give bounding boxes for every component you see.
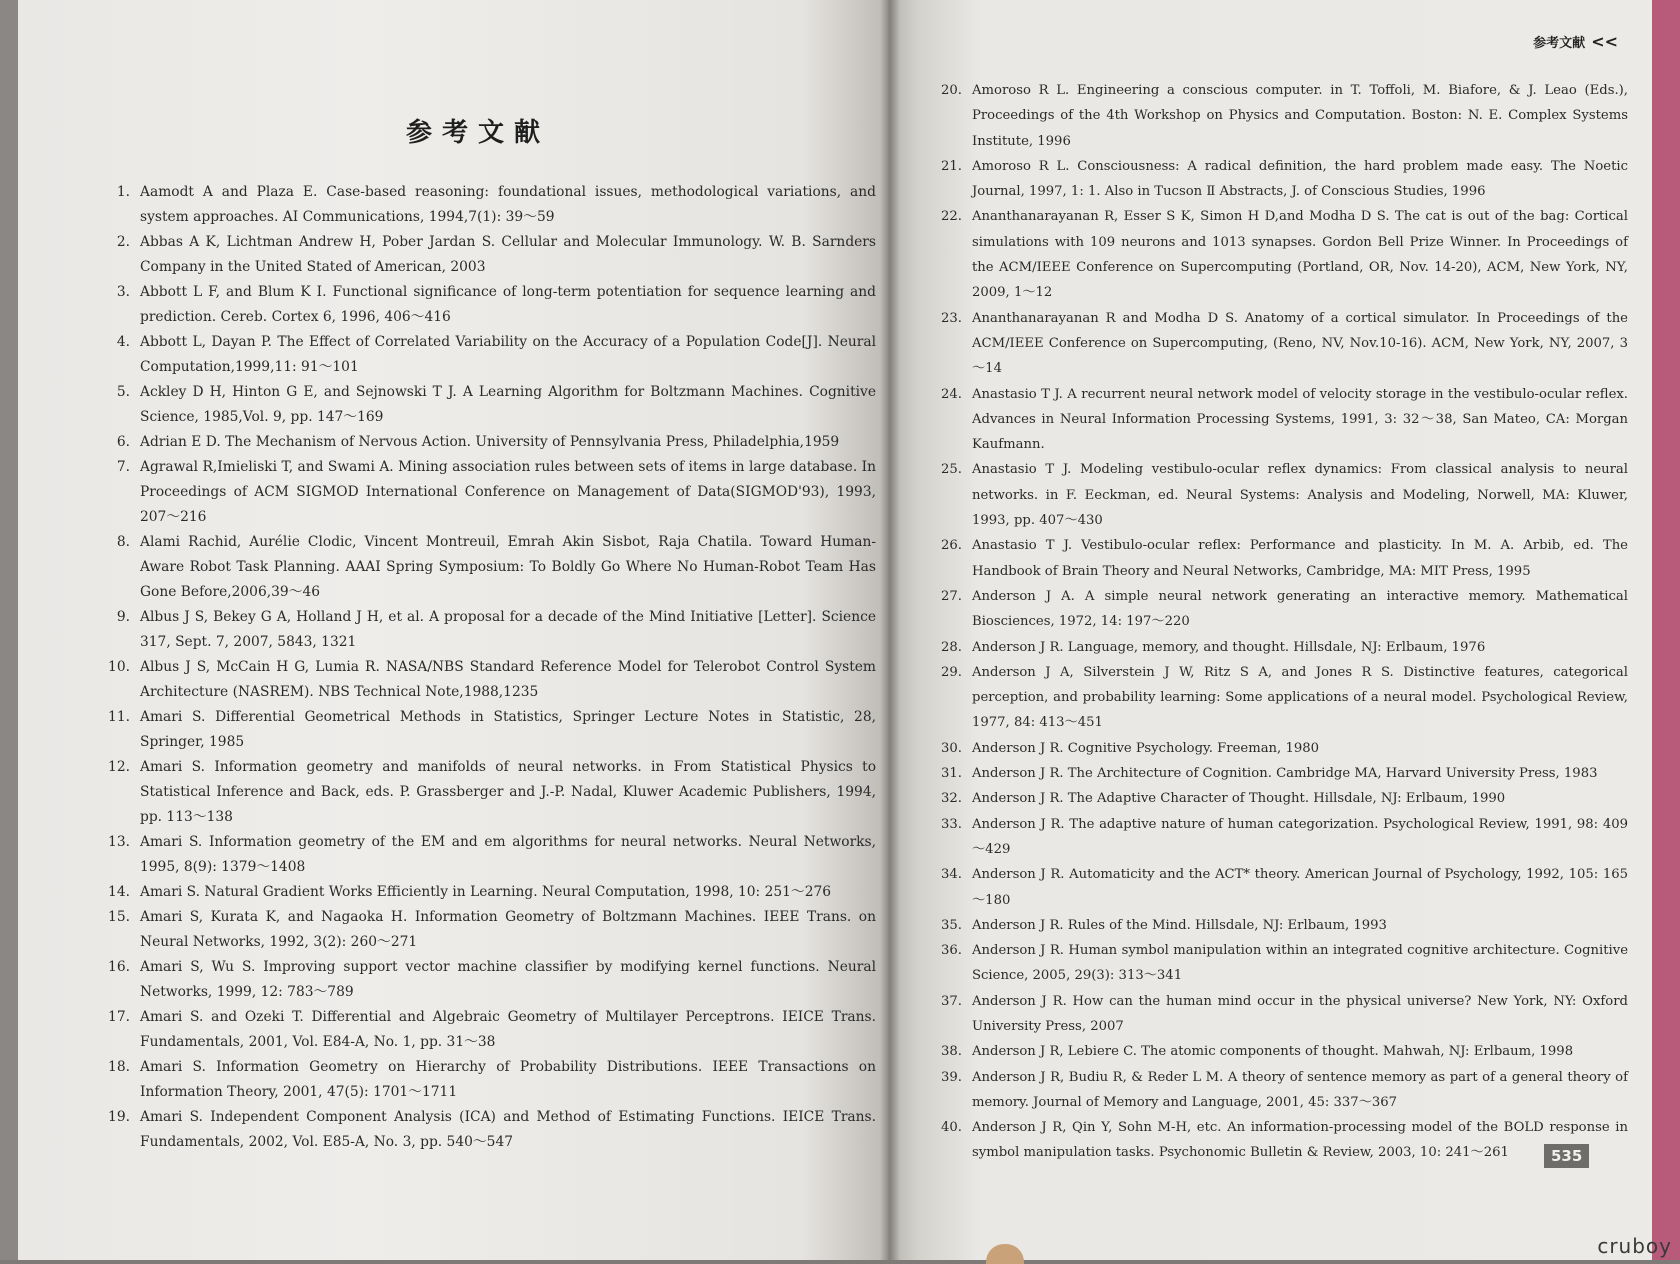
- reference-text: Anderson J A, Silverstein J W, Ritz S A, and Jones R S. Distinctive features, categorical perception, and probability learning: Some applications of a neural model. Psychological Review, 1977, 84: 413～451: [972, 664, 1628, 731]
- reference-item: [928, 786, 1628, 811]
- reference-number: 17.: [108, 1009, 130, 1025]
- reference-item: [96, 605, 876, 655]
- reference-number: 23.: [941, 310, 962, 326]
- reference-text: Amari S. Independent Component Analysis (ICA) and Method of Estimating Functions. IEICE Trans. Fundamentals, 2002, Vol. E85-A, No. 3, pp. 540～547: [140, 1109, 876, 1150]
- reference-item: [928, 584, 1628, 635]
- reference-text: Anderson J R. Automaticity and the ACT* theory. American Journal of Psychology, 1992, 105: 165～180: [972, 867, 1628, 908]
- left-page: [18, 0, 888, 1260]
- reference-number: 4.: [116, 334, 130, 350]
- reference-text: Amoroso R L. Consciousness: A radical definition, the hard problem made easy. The Noetic Journal, 1997, 1: 1. Also in Tucson Ⅱ Abstracts, J. of Conscious Studies, 1996: [972, 158, 1628, 200]
- reference-text: Ananthanarayanan R and Modha D S. Anatomy of a cortical simulator. In Proceedings of the ACM/IEEE Conference on Supercomputing, (Reno, NV, Nov.10-16). ACM, New York, NY, 2007, 3～14: [972, 310, 1628, 377]
- reference-number: 40.: [941, 1120, 962, 1136]
- reference-text: Anderson J R. The adaptive nature of human categorization. Psychological Review, 1991, 98: 409～429: [972, 816, 1628, 857]
- reference-text: Amoroso R L. Engineering a conscious computer. in T. Toffoli, M. Biafore, & J. Leao (Eds.), Proceedings of the 4th Workshop on Physics and Computation. Boston: N. E. Complex Systems Institute, 1996: [972, 83, 1628, 149]
- reference-item: [96, 705, 876, 755]
- reference-item: [96, 1105, 876, 1155]
- reference-item: [928, 660, 1628, 736]
- reference-text: Anderson J R. Rules of the Mind. Hillsdale, NJ: Erlbaum, 1993: [972, 917, 1387, 933]
- reference-text: Anderson J R. The Architecture of Cognition. Cambridge MA, Harvard University Press, 1983: [972, 766, 1598, 782]
- reference-item: [928, 812, 1628, 863]
- chevron-left-icon: <<: [1591, 32, 1618, 51]
- reference-item: [928, 736, 1628, 761]
- reference-text: Ackley D H, Hinton G E, and Sejnowski T J. A Learning Algorithm for Boltzmann Machines. Cognitive Science, 1985,Vol. 9, pp. 147～169: [140, 384, 876, 425]
- reference-number: 29.: [941, 664, 962, 680]
- reference-number: 6.: [116, 434, 130, 450]
- reference-item: [96, 455, 876, 530]
- reference-item: [96, 280, 876, 330]
- reference-item: [928, 78, 1628, 154]
- book-spine-shadow: [880, 0, 900, 1260]
- reference-item: [96, 430, 876, 455]
- reference-text: Amari S. Information geometry of the EM and em algorithms for neural networks. Neural Networks, 1995, 8(9): 1379～1408: [140, 834, 876, 875]
- reference-list-right: [928, 78, 1628, 1166]
- reference-number: 36.: [941, 943, 962, 959]
- reference-text: Abbott L F, and Blum K I. Functional significance of long-term potentiation for sequence learning and prediction. Cereb. Cortex 6, 1996, 406～416: [140, 284, 876, 325]
- reference-text: Amari S, Kurata K, and Nagaoka H. Information Geometry of Boltzmann Machines. IEEE Trans. on Neural Networks, 1992, 3(2): 260～271: [140, 909, 876, 950]
- reference-text: Amari S, Wu S. Improving support vector machine classifier by modifying kernel functions. Neural Networks, 1999, 12: 783～789: [140, 959, 876, 1000]
- reference-text: Amari S. Differential Geometrical Methods in Statistics, Springer Lecture Notes in Statistic, 28, Springer, 1985: [140, 709, 876, 750]
- reference-text: Adrian E D. The Mechanism of Nervous Action. University of Pennsylvania Press, Philadelphia,1959: [140, 434, 840, 450]
- reference-number: 3.: [116, 284, 130, 300]
- reference-number: 9.: [116, 609, 130, 625]
- reference-text: Agrawal R,Imieliski T, and Swami A. Mining association rules between sets of items in large database. In Proceedings of ACM SIGMOD International Conference on Management of Data(SIGMOD'93), 1993, 207～216: [140, 459, 876, 525]
- reference-number: 13.: [108, 834, 130, 850]
- reference-text: Amari S. Information Geometry on Hierarchy of Probability Distributions. IEEE Transactions on Information Theory, 2001, 47(5): 1701～1711: [140, 1059, 876, 1100]
- reference-item: [928, 913, 1628, 938]
- reference-item: [96, 880, 876, 905]
- reference-text: Anderson J R. Cognitive Psychology. Freeman, 1980: [972, 740, 1320, 756]
- reference-number: 25.: [941, 462, 962, 478]
- reference-text: Anastasio T J. Vestibulo-ocular reflex: Performance and plasticity. In M. A. Arbib, ed. The Handbook of Brain Theory and Neural Networks, Cambridge, MA: MIT Press, 1995: [972, 538, 1628, 579]
- reference-item: [928, 989, 1628, 1040]
- reference-number: 30.: [941, 740, 962, 756]
- reference-text: Ananthanarayanan R, Esser S K, Simon H D,and Modha D S. The cat is out of the bag: Cortical simulations with 109 neurons and 1013 synapses. Gordon Bell Prize Winner. In Proceedings of the ACM/IEEE Conference on Supercomputing (Portland, OR, Nov. 14-20), ACM, New York, NY, 2009, 1～12: [972, 209, 1628, 301]
- reference-item: [96, 955, 876, 1005]
- reference-item: [96, 530, 876, 605]
- reference-text: Amari S. and Ozeki T. Differential and Algebraic Geometry of Multilayer Perceptrons. IEICE Trans. Fundamentals, 2001, Vol. E84-A, No. 1, pp. 31～38: [140, 1009, 876, 1050]
- reference-text: Amari S. Natural Gradient Works Efficiently in Learning. Neural Computation, 1998, 10: 251～276: [140, 884, 832, 900]
- reference-number: 5.: [116, 384, 130, 400]
- reference-number: 11.: [108, 709, 130, 725]
- reference-item: [96, 180, 876, 230]
- running-header: [1533, 32, 1618, 51]
- reference-number: 33.: [941, 816, 962, 832]
- book-edge-left: [0, 0, 18, 1260]
- reference-text: Abbas A K, Lichtman Andrew H, Pober Jardan S. Cellular and Molecular Immunology. W. B. Sarnders Company in the United Stated of American, 2003: [140, 234, 876, 275]
- reference-text: Aamodt A and Plaza E. Case-based reasoning: foundational issues, methodological variations, and system approaches. AI Communications, 1994,7(1): 39～59: [140, 184, 876, 225]
- reference-number: 39.: [941, 1069, 962, 1085]
- reference-number: 32.: [941, 791, 962, 807]
- reference-item: [928, 306, 1628, 382]
- reference-text: Anderson J R. Human symbol manipulation within an integrated cognitive architecture. Cognitive Science, 2005, 29(3): 313～341: [972, 943, 1628, 984]
- right-page: [888, 0, 1652, 1260]
- reference-number: 22.: [941, 209, 962, 225]
- reference-number: 20.: [941, 83, 962, 98]
- reference-number: 7.: [116, 459, 130, 475]
- pink-cloth-background: [1652, 0, 1680, 1260]
- reference-number: 27.: [941, 588, 962, 604]
- section-title: 参考文献: [406, 118, 551, 148]
- reference-text: Anderson J R. The Adaptive Character of Thought. Hillsdale, NJ: Erlbaum, 1990: [972, 791, 1506, 807]
- reference-item: [928, 204, 1628, 305]
- reference-item: [96, 755, 876, 830]
- reference-item: [928, 1039, 1628, 1064]
- reference-item: [928, 154, 1628, 205]
- reference-number: 26.: [941, 538, 962, 554]
- reference-text: Anderson J R. Language, memory, and thought. Hillsdale, NJ: Erlbaum, 1976: [972, 639, 1486, 655]
- reference-number: 1.: [116, 184, 130, 200]
- reference-number: 24.: [941, 386, 962, 402]
- reference-item: [928, 862, 1628, 913]
- reference-text: Albus J S, Bekey G A, Holland J H, et al. A proposal for a decade of the Mind Initiative [Letter]. Science 317, Sept. 7, 2007, 5843, 1321: [140, 609, 876, 650]
- reference-text: Albus J S, McCain H G, Lumia R. NASA/NBS Standard Reference Model for Telerobot Control System Architecture (NASREM). NBS Technical Note,1988,1235: [140, 659, 876, 700]
- reference-item: [96, 1005, 876, 1055]
- reference-list-left: [96, 180, 876, 1155]
- running-header-title: 参考文献: [1533, 36, 1586, 51]
- reference-number: 34.: [941, 867, 962, 883]
- reference-number: 8.: [116, 534, 130, 550]
- reference-text: Anderson J R, Qin Y, Sohn M-H, etc. An information-processing model of the BOLD response in symbol manipulation tasks. Psychonomic Bulletin & Review, 2003, 10: 241～261: [972, 1120, 1628, 1161]
- reference-text: Anderson J R. How can the human mind occur in the physical universe? New York, NY: Oxford University Press, 2007: [972, 993, 1628, 1034]
- reference-number: 12.: [108, 759, 130, 775]
- reference-number: 21.: [941, 158, 962, 174]
- reference-item: [928, 1115, 1628, 1166]
- reference-item: [96, 905, 876, 955]
- page-number: 535: [1544, 1144, 1589, 1168]
- reference-item: [928, 1065, 1628, 1116]
- reference-number: 10.: [108, 659, 130, 675]
- reference-item: [96, 830, 876, 880]
- reference-item: [928, 938, 1628, 989]
- reference-number: 18.: [108, 1059, 130, 1075]
- reference-item: [96, 655, 876, 705]
- reference-text: Anderson J R, Lebiere C. The atomic components of thought. Mahwah, NJ: Erlbaum, 1998: [972, 1044, 1574, 1060]
- reference-number: 14.: [108, 884, 130, 900]
- reference-number: 15.: [108, 909, 130, 925]
- reference-item: [96, 330, 876, 380]
- reference-number: 35.: [941, 917, 962, 933]
- reference-item: [96, 230, 876, 280]
- reference-text: Anastasio T J. Modeling vestibulo-ocular reflex dynamics: From classical analysis to neural networks. in F. Eeckman, ed. Neural Systems: Analysis and Modeling, Norwell, MA: Kluwer, 1993, pp. 407～430: [972, 462, 1628, 529]
- reference-text: Anderson J A. A simple neural network generating an interactive memory. Mathematical Biosciences, 1972, 14: 197～220: [972, 588, 1628, 630]
- reference-number: 16.: [108, 959, 130, 975]
- reference-text: Abbott L, Dayan P. The Effect of Correlated Variability on the Accuracy of a Population Code[J]. Neural Computation,1999,11: 91～101: [140, 334, 876, 375]
- reference-number: 19.: [108, 1109, 130, 1125]
- watermark: cruboy: [1597, 1234, 1672, 1258]
- reference-item: [928, 382, 1628, 458]
- reference-number: 38.: [941, 1044, 962, 1060]
- reference-number: 37.: [941, 993, 962, 1009]
- reference-item: [928, 457, 1628, 533]
- reference-text: Alami Rachid, Aurélie Clodic, Vincent Montreuil, Emrah Akin Sisbot, Raja Chatila. Toward Human-Aware Robot Task Planning. AAAI Spring Symposium: To Boldly Go Where No Human-Robot Team Has Gone Before,2006,39～46: [140, 534, 876, 600]
- reference-item: [928, 635, 1628, 660]
- reference-text: Amari S. Information geometry and manifolds of neural networks. in From Statistical Physics to Statistical Inference and Back, eds. P. Grassberger and J.-P. Nadal, Kluwer Academic Publishers, 1994, pp. 113～138: [140, 759, 876, 825]
- reference-number: 31.: [941, 766, 962, 782]
- reference-item: [928, 533, 1628, 584]
- reference-text: Anderson J R, Budiu R, & Reder L M. A theory of sentence memory as part of a general theory of memory. Journal of Memory and Language, 2001, 45: 337～367: [972, 1069, 1628, 1110]
- reference-item: [96, 380, 876, 430]
- reference-number: 28.: [941, 639, 962, 655]
- reference-number: 2.: [116, 234, 130, 250]
- reference-item: [96, 1055, 876, 1105]
- reference-text: Anastasio T J. A recurrent neural network model of velocity storage in the vestibulo-ocular reflex. Advances in Neural Information Processing Systems, 1991, 3: 32～38, San Mateo, CA: Morgan Kaufmann.: [972, 386, 1628, 453]
- reference-item: [928, 761, 1628, 786]
